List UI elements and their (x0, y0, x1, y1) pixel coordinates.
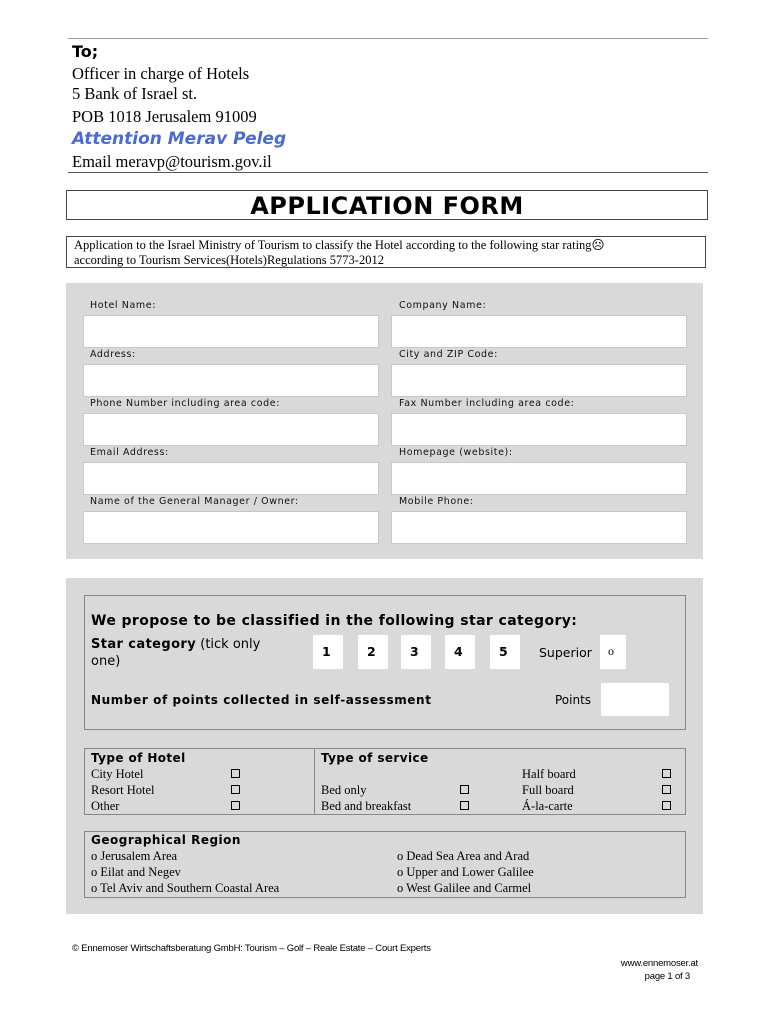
star-option-3[interactable] (401, 635, 431, 669)
type-divider (314, 748, 315, 815)
address-label: Address: (90, 349, 136, 360)
email-line: Email meravp@tourism.gov.il (72, 152, 272, 171)
city-zip-field[interactable] (391, 364, 687, 397)
address-line-3: POB 1018 Jerusalem 91009 (72, 107, 257, 126)
hotel-type-resort: Resort Hotel (91, 783, 155, 797)
star-option-5-label: 5 (499, 644, 508, 659)
geo-jerusalem[interactable]: o Jerusalem Area (91, 849, 178, 863)
points-heading: Number of points collected in self-assessment (91, 693, 432, 707)
manager-field[interactable] (83, 511, 379, 544)
star-option-4[interactable] (445, 635, 475, 669)
phone-label: Phone Number including area code: (90, 398, 281, 409)
half-board-checkbox[interactable] (662, 769, 671, 778)
full-board-checkbox[interactable] (662, 785, 671, 794)
service-bed-breakfast: Bed and breakfast (321, 799, 412, 813)
a-la-carte-checkbox[interactable] (662, 801, 671, 810)
hotel-type-heading: Type of Hotel (91, 751, 186, 765)
recipient-heading: To; (72, 42, 99, 61)
star-category-label-rest: (tick only (196, 637, 261, 652)
manager-label: Name of the General Manager / Owner: (90, 496, 299, 507)
mobile-field[interactable] (391, 511, 687, 544)
email-label: Email Address: (90, 447, 169, 458)
star-option-3-label: 3 (410, 644, 419, 659)
points-label: Points (555, 693, 592, 707)
service-half-board: Half board (522, 767, 576, 781)
geo-west-galilee[interactable]: o West Galilee and Carmel (397, 881, 532, 895)
service-a-la-carte: Á-la-carte (522, 799, 573, 813)
city-hotel-checkbox[interactable] (231, 769, 240, 778)
homepage-label: Homepage (website): (399, 447, 513, 458)
hotel-type-other: Other (91, 799, 120, 813)
geo-eilat-negev[interactable]: o Eilat and Negev (91, 865, 181, 879)
address-line-2: 5 Bank of Israel st. (72, 84, 198, 103)
hotel-name-label: Hotel Name: (90, 300, 157, 311)
points-field[interactable] (601, 683, 669, 716)
address-field[interactable] (83, 364, 379, 397)
star-option-2-label: 2 (367, 644, 376, 659)
service-bed-only: Bed only (321, 783, 367, 797)
geo-heading: Geographical Region (91, 833, 241, 847)
mobile-label: Mobile Phone: (399, 496, 474, 507)
intro-line-2: according to Tourism Services(Hotels)Regulations 5773-2012 (74, 253, 384, 267)
star-option-5[interactable] (490, 635, 520, 669)
star-category-label (91, 636, 260, 670)
star-option-2[interactable] (358, 635, 388, 669)
service-full-board: Full board (522, 783, 574, 797)
geo-dead-sea[interactable]: o Dead Sea Area and Arad (397, 849, 530, 863)
service-heading: Type of service (321, 751, 429, 765)
homepage-field[interactable] (391, 462, 687, 495)
email-field[interactable] (83, 462, 379, 495)
footer-copyright: © Ennemoser Wirtschaftsberatung GmbH: Tourism – Golf – Reale Estate – Court Experts (72, 943, 431, 954)
address-line-1: Officer in charge of Hotels (72, 64, 250, 83)
header-divider (68, 172, 708, 173)
resort-hotel-checkbox[interactable] (231, 785, 240, 794)
other-hotel-checkbox[interactable] (231, 801, 240, 810)
company-name-label: Company Name: (399, 300, 487, 311)
geo-tel-aviv[interactable]: o Tel Aviv and Southern Coastal Area (91, 881, 280, 895)
company-name-field[interactable] (391, 315, 687, 348)
superior-option[interactable] (600, 635, 626, 669)
attention-line: Attention Merav Peleg (72, 129, 287, 149)
star-category-label-line2: one) (91, 654, 121, 669)
footer-website: www.ennemoser.at (620, 958, 698, 969)
star-heading: We propose to be classified in the following star category: (91, 613, 578, 629)
star-category-label-bold: Star category (91, 637, 197, 652)
fax-label: Fax Number including area code: (399, 398, 575, 409)
fax-field[interactable] (391, 413, 687, 446)
intro-box (66, 236, 706, 268)
intro-line-1: Application to the Israel Ministry of Tourism to classify the Hotel according to the following star rating☹ (74, 238, 605, 252)
bed-breakfast-checkbox[interactable] (460, 801, 469, 810)
bed-only-checkbox[interactable] (460, 785, 469, 794)
city-zip-label: City and ZIP Code: (399, 349, 498, 360)
top-divider (68, 38, 708, 39)
star-option-1[interactable] (313, 635, 343, 669)
phone-field[interactable] (83, 413, 379, 446)
star-option-1-label: 1 (322, 644, 331, 659)
superior-label: Superior (539, 645, 592, 660)
footer-page-number: page 1 of 3 (644, 971, 690, 982)
hotel-name-field[interactable] (83, 315, 379, 348)
geo-galilee[interactable]: o Upper and Lower Galilee (397, 865, 534, 879)
superior-option-mark: o (608, 644, 614, 658)
star-option-4-label: 4 (454, 644, 463, 659)
form-title: APPLICATION FORM (66, 190, 708, 220)
hotel-type-city: City Hotel (91, 767, 144, 781)
